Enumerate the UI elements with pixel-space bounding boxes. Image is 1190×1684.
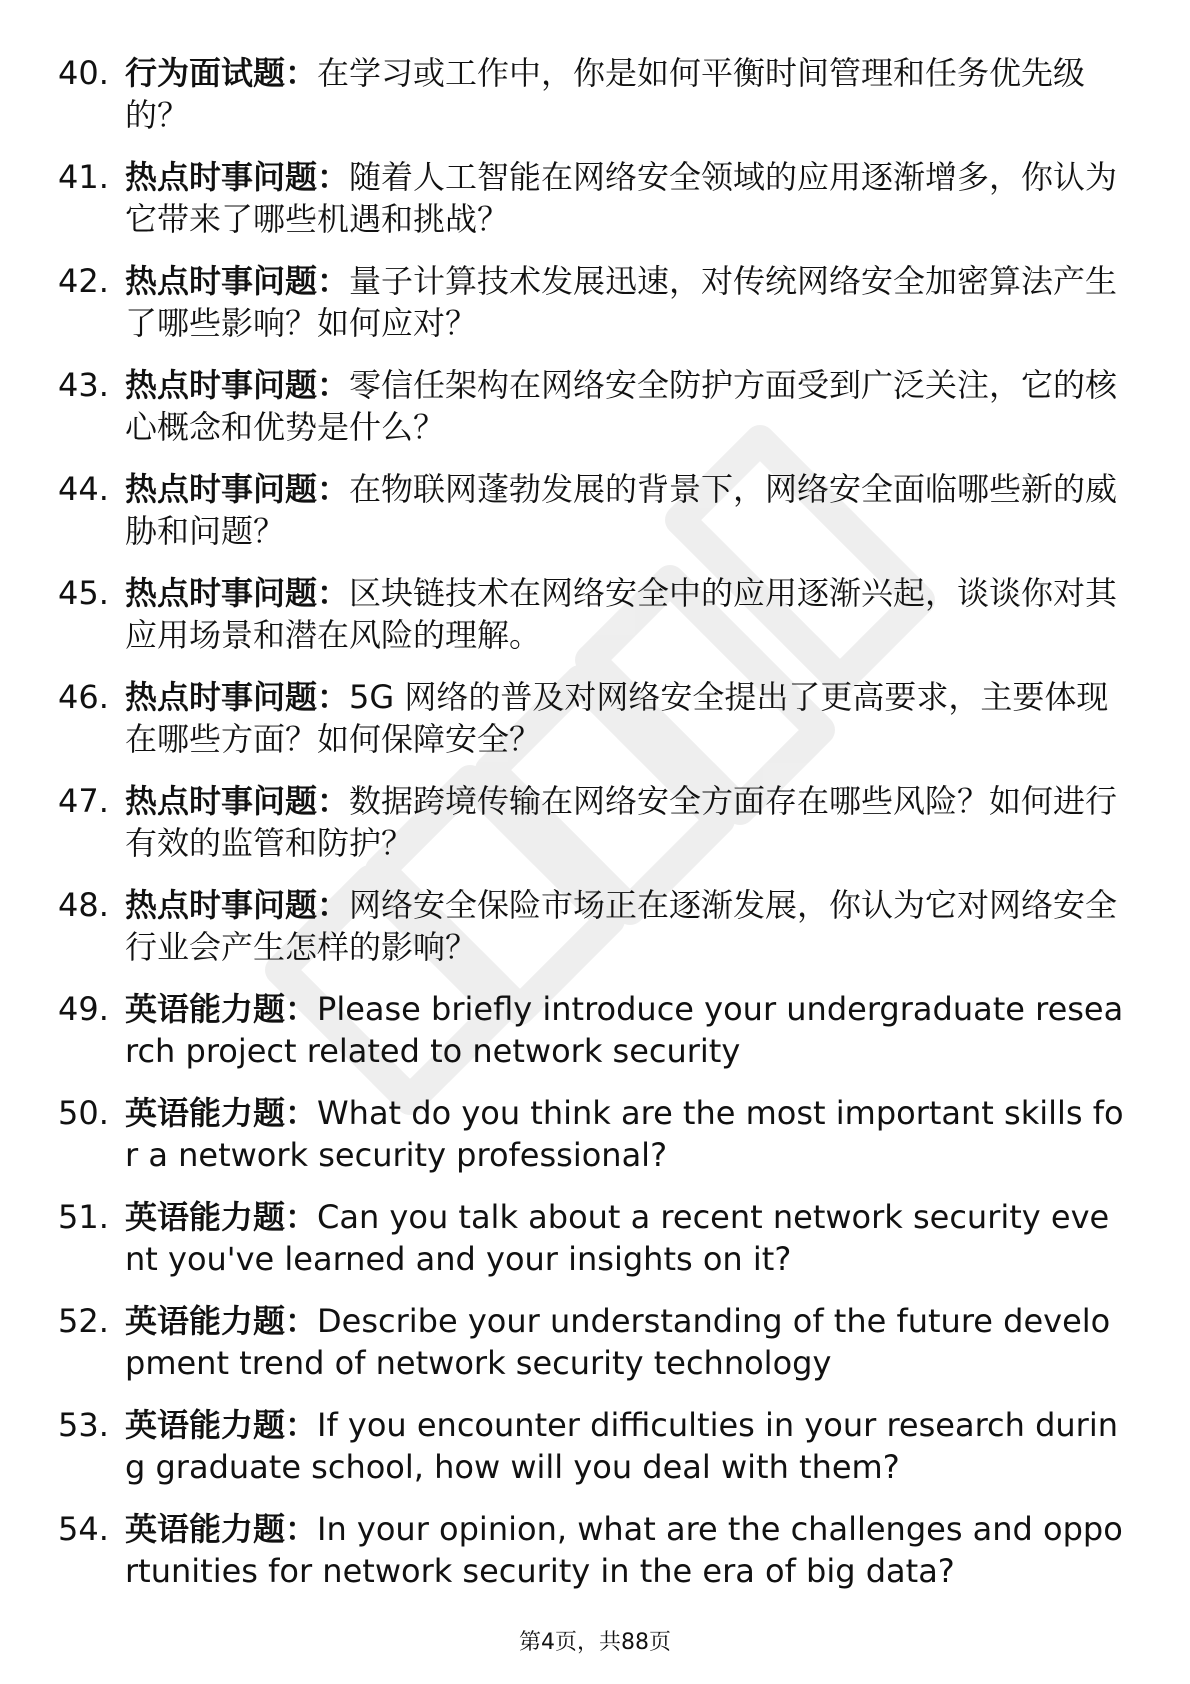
- question-body: [125, 1092, 1128, 1176]
- question-body: [125, 260, 1128, 344]
- list-item: [58, 1092, 1128, 1196]
- question-category: 热点时事问题：: [125, 574, 350, 612]
- question-category: 热点时事问题：: [125, 782, 350, 820]
- question-number: 44.: [58, 470, 109, 508]
- question-category: 行为面试题：: [125, 54, 318, 92]
- question-category: 热点时事问题：: [125, 158, 350, 196]
- question-category: 热点时事问题：: [125, 886, 350, 924]
- question-text: 随着人工智能在网络安全领域的应用逐渐增多，你认为它带来了哪些机遇和挑战？: [125, 158, 1118, 238]
- list-item: [58, 1508, 1128, 1612]
- question-number: 42.: [58, 262, 109, 300]
- question-category: 英语能力题：: [125, 1406, 318, 1444]
- list-item: [58, 780, 1128, 884]
- question-body: [125, 1508, 1128, 1592]
- page-footer: [0, 1628, 1190, 1658]
- question-number: 41.: [58, 158, 109, 196]
- question-body: [125, 1404, 1128, 1488]
- question-body: [125, 52, 1128, 136]
- question-text: Describe your understanding of the future development trend of network security technology: [125, 1302, 1111, 1382]
- question-number: 45.: [58, 574, 109, 612]
- question-category: 热点时事问题：: [125, 678, 350, 716]
- question-text: 5G 网络的普及对网络安全提出了更高要求，主要体现在哪些方面？如何保障安全？: [125, 678, 1109, 758]
- list-item: [58, 156, 1128, 260]
- list-item: [58, 572, 1128, 676]
- question-category: 热点时事问题：: [125, 366, 350, 404]
- question-text: If you encounter difficulties in your research during graduate school, how will you deal with them?: [125, 1406, 1118, 1486]
- question-body: [125, 884, 1128, 968]
- question-text: Can you talk about a recent network security event you've learned and your insights on it?: [125, 1198, 1110, 1278]
- question-number: 51.: [58, 1198, 109, 1236]
- question-number: 40.: [58, 54, 109, 92]
- question-category: 英语能力题：: [125, 990, 318, 1028]
- list-item: [58, 1196, 1128, 1300]
- list-item: [58, 52, 1128, 156]
- question-category: 英语能力题：: [125, 1094, 318, 1132]
- list-item: [58, 1300, 1128, 1404]
- question-number: 53.: [58, 1406, 109, 1444]
- list-item: [58, 988, 1128, 1092]
- question-body: [125, 988, 1128, 1072]
- question-list: [58, 52, 1128, 1612]
- question-text: What do you think are the most important skills for a network security professional?: [125, 1094, 1124, 1174]
- list-item: [58, 260, 1128, 364]
- question-body: [125, 156, 1128, 240]
- question-body: [125, 1300, 1128, 1384]
- question-number: 49.: [58, 990, 109, 1028]
- question-text: 网络安全保险市场正在逐渐发展，你认为它对网络安全行业会产生怎样的影响？: [125, 886, 1118, 966]
- question-category: 热点时事问题：: [125, 262, 350, 300]
- list-item: [58, 364, 1128, 468]
- question-number: 46.: [58, 678, 109, 716]
- list-item: [58, 676, 1128, 780]
- page-number-label: 第4页，共88页: [519, 1630, 671, 1655]
- question-number: 43.: [58, 366, 109, 404]
- question-text: 零信任架构在网络安全防护方面受到广泛关注，它的核心概念和优势是什么？: [125, 366, 1118, 446]
- question-body: [125, 1196, 1128, 1280]
- question-text: Please briefly introduce your undergraduate research project related to network security: [125, 990, 1124, 1070]
- question-number: 47.: [58, 782, 109, 820]
- question-text: 在学习或工作中，你是如何平衡时间管理和任务优先级的？: [125, 54, 1086, 134]
- question-category: 英语能力题：: [125, 1302, 318, 1340]
- question-body: [125, 572, 1128, 656]
- question-body: [125, 676, 1128, 760]
- question-category: 英语能力题：: [125, 1510, 318, 1548]
- question-text: 数据跨境传输在网络安全方面存在哪些风险？如何进行有效的监管和防护？: [125, 782, 1118, 862]
- question-body: [125, 468, 1128, 552]
- list-item: [58, 468, 1128, 572]
- question-text: 在物联网蓬勃发展的背景下，网络安全面临哪些新的威胁和问题？: [125, 470, 1118, 550]
- question-text: 量子计算技术发展迅速，对传统网络安全加密算法产生了哪些影响？如何应对？: [125, 262, 1118, 342]
- question-number: 54.: [58, 1510, 109, 1548]
- question-text: 区块链技术在网络安全中的应用逐渐兴起，谈谈你对其应用场景和潜在风险的理解。: [125, 574, 1118, 654]
- question-number: 52.: [58, 1302, 109, 1340]
- question-text: In your opinion, what are the challenges and opportunities for network security in the era of big data?: [125, 1510, 1123, 1590]
- question-body: [125, 364, 1128, 448]
- list-item: [58, 884, 1128, 988]
- question-body: [125, 780, 1128, 864]
- question-number: 48.: [58, 886, 109, 924]
- question-number: 50.: [58, 1094, 109, 1132]
- question-category: 热点时事问题：: [125, 470, 350, 508]
- question-category: 英语能力题：: [125, 1198, 318, 1236]
- list-item: [58, 1404, 1128, 1508]
